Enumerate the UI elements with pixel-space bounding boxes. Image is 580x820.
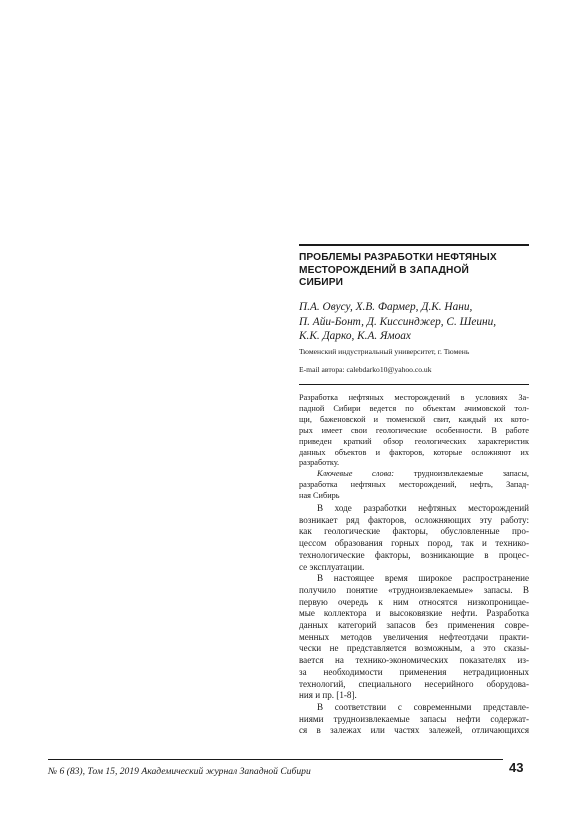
- body-line: возникает ряд факторов, осложняющих эту работу:: [299, 514, 529, 525]
- body-line: получило понятие «трудноизвлекаемые» запасы. В: [299, 584, 529, 595]
- authors: [299, 300, 529, 344]
- body-line: данных категорий запасов без применения совре-: [299, 620, 529, 631]
- abstract-line: падной Сибири ведется по объектам ачимовской тол-: [299, 403, 529, 413]
- keywords-line: [299, 469, 529, 480]
- body-line: технологий, специального несерийного оборудова-: [299, 678, 529, 689]
- body-line: цессом образования горных пород, так и технико-: [299, 538, 529, 549]
- abstract-line: разработку.: [299, 458, 340, 468]
- body-line: вается на технико-экономических показателях из-: [299, 655, 529, 666]
- author-line: П. Айи-Бонт, Д. Киссинджер, С. Шеини,: [299, 315, 497, 328]
- body-line: мые коллектора и высоковязкие нефти. Разработка: [299, 608, 529, 619]
- body-line: В ходе разработки нефтяных месторождений: [317, 503, 529, 513]
- footer-rule: [48, 759, 503, 760]
- title-top-rule: [299, 244, 529, 246]
- author-line: К.К. Дарко, К.А. Ямоах: [299, 330, 411, 342]
- keywords-label: Ключевые слова:: [317, 469, 395, 478]
- abstract: [299, 393, 529, 469]
- body-line: как геологические факторы, обусловленные про-: [299, 526, 529, 537]
- article-title: [299, 252, 529, 290]
- journal-footer: № 6 (83), Том 15, 2019 Академический журнал Западной Сибири: [48, 766, 311, 777]
- abstract-line: Разработка нефтяных месторождений в условиях За-: [299, 393, 529, 402]
- abstract-line: приведен краткий обзор геологических характеристик: [299, 436, 529, 446]
- body-line: ся в залежах или частях залежей, отличающихся: [299, 725, 529, 736]
- abstract-rule: [299, 384, 529, 385]
- body-line: чески не представляется возможным, а это сказы-: [299, 643, 529, 654]
- body-line: менных методов увеличения нефтеотдачи практи-: [299, 631, 529, 642]
- body-line: В соответствии с современными представле-: [317, 701, 529, 712]
- keywords: [299, 469, 529, 502]
- body-line: ниями трудноизвлекаемые запасы нефти содержат-: [299, 713, 529, 724]
- body-line: технологические факторы, возникающие в процес-: [299, 549, 529, 560]
- abstract-line: рых имеет свои геологические особенности. В работе: [299, 425, 529, 435]
- abstract-line: данных объектов и факторов, которые осложняют их: [299, 447, 529, 457]
- body-line: В настоящее время широкое распространение: [317, 573, 529, 584]
- body-line: се эксплуатации.: [299, 561, 365, 572]
- author-email: E-mail автора: calebdarko10@yahoo.co.uk: [299, 365, 432, 374]
- keywords-line: ная Сибирь: [299, 490, 340, 500]
- title-line: ПРОБЛЕМЫ РАЗРАБОТКИ НЕФТЯНЫХ: [299, 252, 497, 263]
- body-line: за необходимости применения нетрадиционных: [299, 666, 529, 677]
- affiliation: Тюменский индустриальный университет, г. Тюмень: [299, 347, 470, 356]
- body-text: [299, 503, 529, 737]
- title-line: СИБИРИ: [299, 277, 344, 288]
- body-line: первую очередь к ним относятся низкопроницае-: [299, 596, 529, 607]
- keywords-text: трудноизвлекаемые запасы,: [413, 469, 529, 478]
- title-line: МЕСТОРОЖДЕНИЙ В ЗАПАДНОЙ: [299, 264, 469, 276]
- keywords-line: разработка нефтяных месторождений, нефть, Запад-: [299, 479, 529, 489]
- author-line: П.А. Овусу, Х.В. Фармер, Д.К. Нани,: [299, 301, 473, 313]
- page-number: 43: [509, 760, 524, 775]
- abstract-line: щи, баженовской и тюменской свит, каждый их кото-: [299, 414, 529, 424]
- body-line: ния и пр. [1-8].: [299, 690, 357, 701]
